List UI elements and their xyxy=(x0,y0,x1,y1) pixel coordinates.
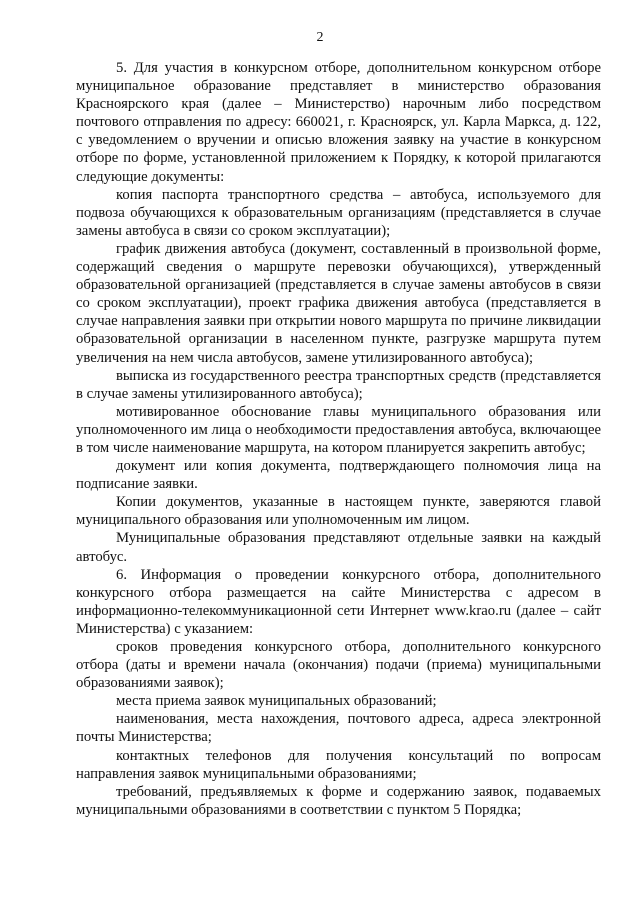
paragraph-separate-applications: Муниципальные образования представляют отдельные заявки на каждый автобус. xyxy=(76,530,601,565)
paragraph-deadlines: сроков проведения конкурсного отбора, дополнительного конкурсного отбора (даты и времени начала (окончания) подачи (приема) муниципальными образованиями заявок); xyxy=(76,639,601,692)
paragraph-phones: контактных телефонов для получения консультаций по вопросам направления заявок муниципальными образованиями; xyxy=(76,747,601,782)
paragraph-registry-extract: выписка из государственного реестра транспортных средств (представляется в случае замены утилизированного автобуса); xyxy=(76,367,601,402)
page-number: 2 xyxy=(316,30,324,45)
paragraph-bus-schedule: график движения автобуса (документ, составленный в произвольной форме, содержащий сведения о маршруте перевозки обучающихся), утвержденный образовательной организацией (представляется в случае замены автобусов в связи со сроком эксплуатации), проект графика движения автобуса (представляется в случае направления заявки при открытии нового маршрута по причине ликвидации образовательной организации в населенном пункте, разгрузке маршрута путем увеличения на нем числа автобусов, замене утилизированного автобуса); xyxy=(76,240,601,366)
paragraph-justification: мотивированное обоснование главы муниципального образования или уполномоченного им лица о необходимости предоставления автобуса, включающее в том числе наименование маршрута, на котором планируется закрепить автобус; xyxy=(76,403,601,456)
paragraph-ministry-contacts: наименования, места нахождения, почтового адреса, адреса электронной почты Министерства; xyxy=(76,711,601,746)
paragraph-vehicle-passport: копия паспорта транспортного средства – автобуса, используемого для подвоза обучающихся к образовательным организациям (представляется в случае замены автобуса в связи со сроком эксплуатации); xyxy=(76,186,601,239)
paragraph-reception-place: места приема заявок муниципальных образований; xyxy=(116,693,437,710)
paragraph-item-5: 5. Для участия в конкурсном отборе, дополнительном конкурсном отборе муниципальное образование представляет в министерство образования Красноярского края (далее – Министерство) нарочным либо посредством почтового отправления по адресу: 660021, г. Красноярск, ул. Карла Маркса, д. 122, с уведомлением о вручении и описью вложения заявку на участие в конкурсном отборе по форме, установленной приложением к Порядку, к которой прилагаются следующие документы: xyxy=(76,60,601,185)
document-body xyxy=(76,59,601,819)
paragraph-item-6: 6. Информация о проведении конкурсного отбора, дополнительного конкурсного отбора размещается на сайте Министерства с адресом в информационно-телекоммуникационной сети Интернет www.krao.ru (далее – сайт Министерства) с указанием: xyxy=(76,566,601,637)
paragraph-requirements: требований, предъявляемых к форме и содержанию заявок, подаваемых муниципальными образованиями в соответствии с пунктом 5 Порядка; xyxy=(76,783,601,818)
paragraph-copies-certification: Копии документов, указанные в настоящем пункте, заверяются главой муниципального образования или уполномоченным им лицом. xyxy=(76,494,601,529)
paragraph-authority-document: документ или копия документа, подтверждающего полномочия лица на подписание заявки. xyxy=(76,458,601,493)
